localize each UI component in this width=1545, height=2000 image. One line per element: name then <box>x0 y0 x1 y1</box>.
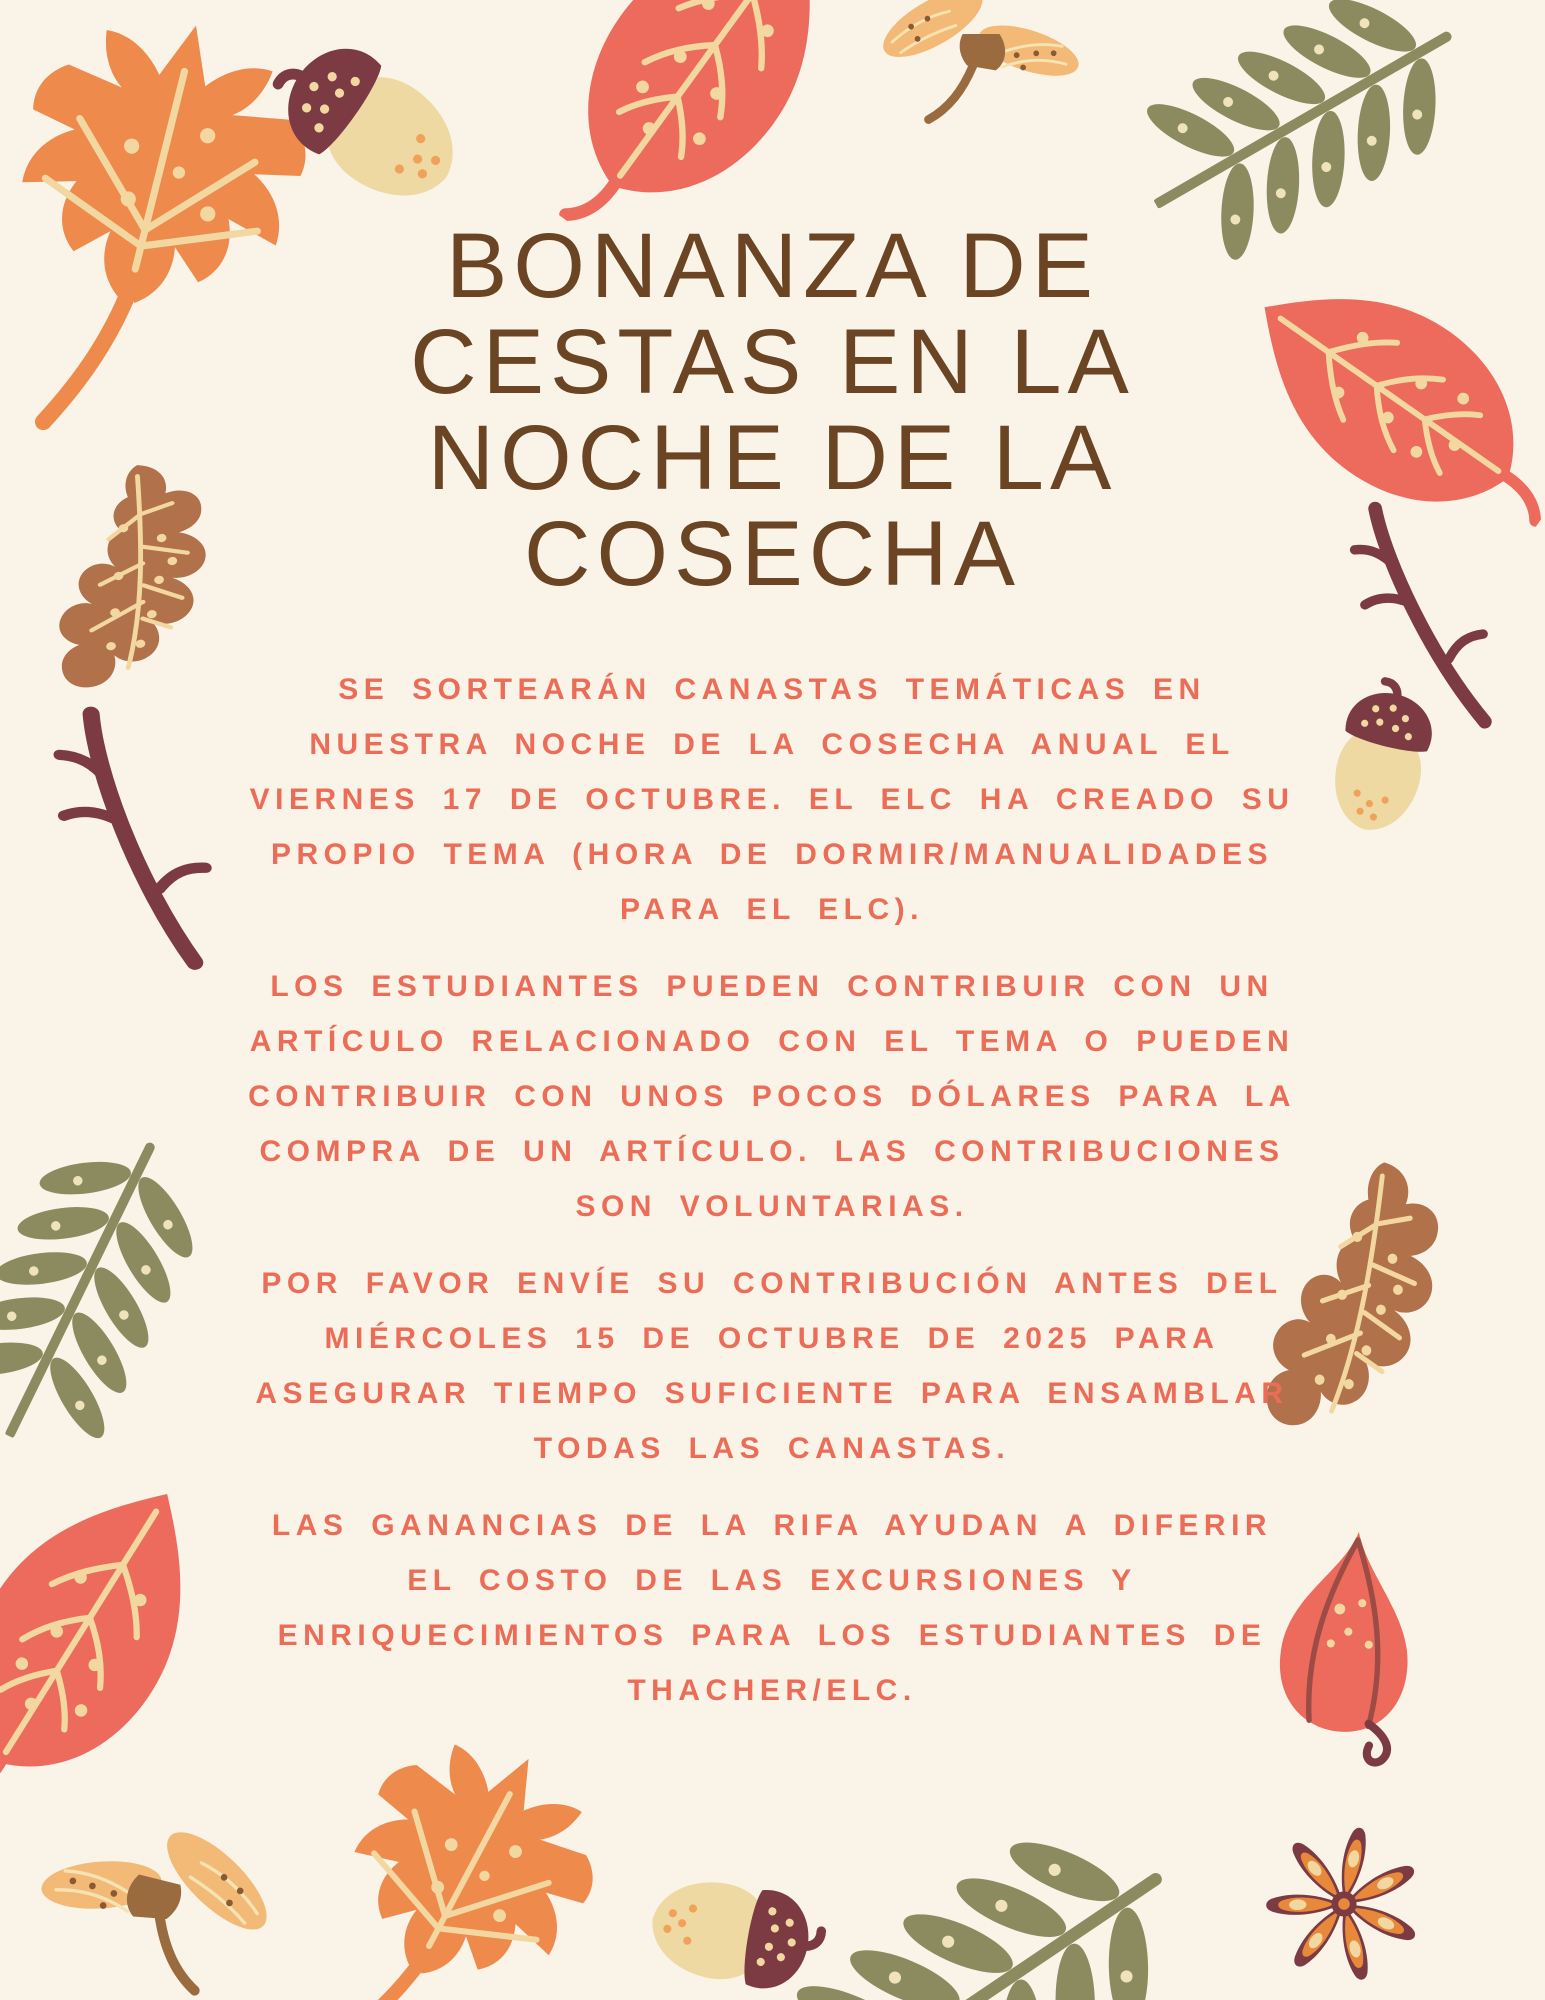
fern-branch-illustration-left <box>0 1092 244 1479</box>
paragraph-proceeds: LAS GANANCIAS DE LA RIFA AYUDAN A DIFERIR EL COSTO DE LAS EXCURSIONES Y ENRIQUECIMIENTOS PARA LOS ESTUDIANTES DE THACHER/ELC. <box>271 1509 1273 1707</box>
star-anise-illustration-bottom-right <box>1218 1778 1469 2000</box>
paragraph-raffle-intro: SE SORTEARÁN CANASTAS TEMÁTICAS EN NUESTRA NOCHE DE LA COSECHA ANUAL EL VIERNES 17 DE OCTUBRE. EL ELC HA CREADO SU PROPIO TEMA (HORA DE DORMIR/MANUALIDADES PARA EL ELC). <box>249 673 1295 926</box>
page-title <box>0 215 1545 605</box>
title-line-3: NOCHE DE LA <box>427 407 1118 509</box>
title-line-4: COSECHA <box>524 503 1021 605</box>
paragraph-contributions: LOS ESTUDIANTES PUEDEN CONTRIBUIR CON UN ARTÍCULO RELACIONADO CON EL TEMA O PUEDEN CONTRIBUIR CON UNOS POCOS DÓLARES PARA LA COMPRA DE UN ARTÍCULO. LAS CONTRIBUCIONES SON VOLUNTARIAS. <box>248 970 1296 1223</box>
flyer-body <box>242 662 1302 1740</box>
title-line-2: CESTAS EN LA <box>410 311 1135 413</box>
acorn-illustration-bottom <box>623 1843 836 2000</box>
paragraph-deadline: POR FAVOR ENVÍE SU CONTRIBUCIÓN ANTES DEL MIÉRCOLES 15 DE OCTUBRE DE 2025 PARA ASEGURAR TIEMPO SUFICIENTE PARA ENSAMBLAR TODAS LAS CANASTAS. <box>255 1267 1289 1465</box>
title-line-1: BONANZA DE <box>445 215 1099 317</box>
maple-samara-illustration-top <box>864 0 1092 147</box>
